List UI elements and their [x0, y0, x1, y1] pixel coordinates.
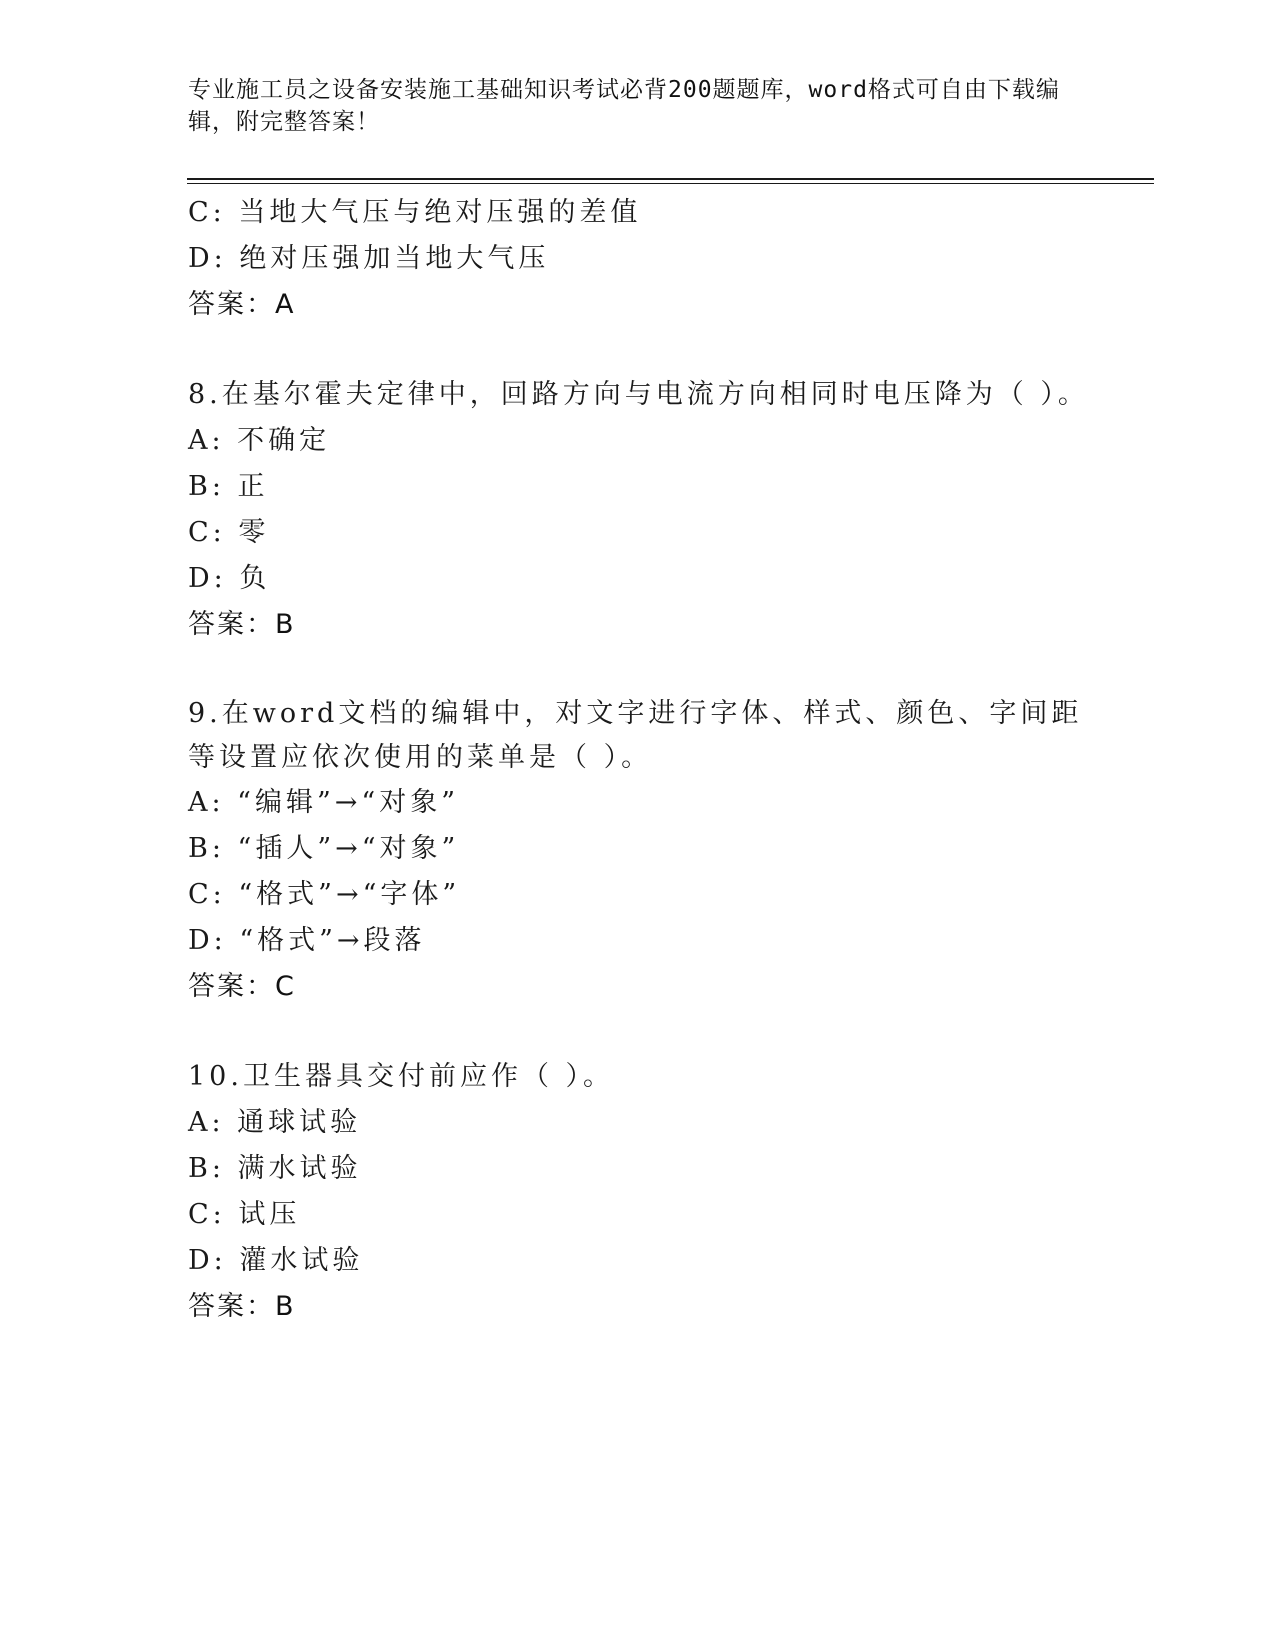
option-d: D: 绝对压强加当地大气压 — [188, 243, 550, 274]
header-divider-thick — [187, 178, 1154, 180]
question-7-tail — [188, 190, 1088, 328]
question-9 — [188, 692, 1088, 1010]
spacer — [188, 1010, 1088, 1054]
option-c: C: “格式”→“字体” — [188, 879, 461, 910]
option-b: B: 满水试验 — [188, 1153, 362, 1184]
answer-line: 答案：C — [188, 971, 296, 1002]
option-d: D: 灌水试验 — [188, 1245, 364, 1276]
option-a: A: 通球试验 — [188, 1107, 362, 1138]
answer-line: 答案：B — [188, 609, 296, 640]
question-stem: 8.在基尔霍夫定律中，回路方向与电流方向相同时电压降为（ ）。 — [188, 379, 1089, 410]
spacer — [188, 328, 1088, 372]
option-b: B: “插人”→“对象” — [188, 833, 460, 864]
answer-line: 答案：B — [188, 1291, 296, 1322]
question-8 — [188, 372, 1088, 648]
option-a: A: 不确定 — [188, 425, 331, 456]
option-d: D: 负 — [188, 563, 271, 594]
question-stem: 10.卫生器具交付前应作（ ）。 — [188, 1061, 615, 1092]
option-c: C: 零 — [188, 517, 270, 548]
option-a: A: “编辑”→“对象” — [188, 787, 460, 818]
question-stem: 9.在word文档的编辑中，对文字进行字体、样式、颜色、字间距等设置应依次使用的菜单是（ ）。 — [188, 698, 1083, 773]
header-divider-thin — [187, 183, 1154, 184]
document-header: 专业施工员之设备安装施工基础知识考试必背200题题库，word格式可自由下载编辑，附完整答案！ — [188, 77, 1060, 135]
question-10 — [188, 1054, 1088, 1330]
answer-line: 答案：A — [188, 289, 296, 320]
option-c: C: 当地大气压与绝对压强的差值 — [188, 197, 642, 228]
spacer — [188, 648, 1088, 692]
option-b: B: 正 — [188, 471, 269, 502]
option-d: D: “格式”→段落 — [188, 925, 426, 956]
option-c: C: 试压 — [188, 1199, 301, 1230]
exam-content — [188, 190, 1088, 1330]
